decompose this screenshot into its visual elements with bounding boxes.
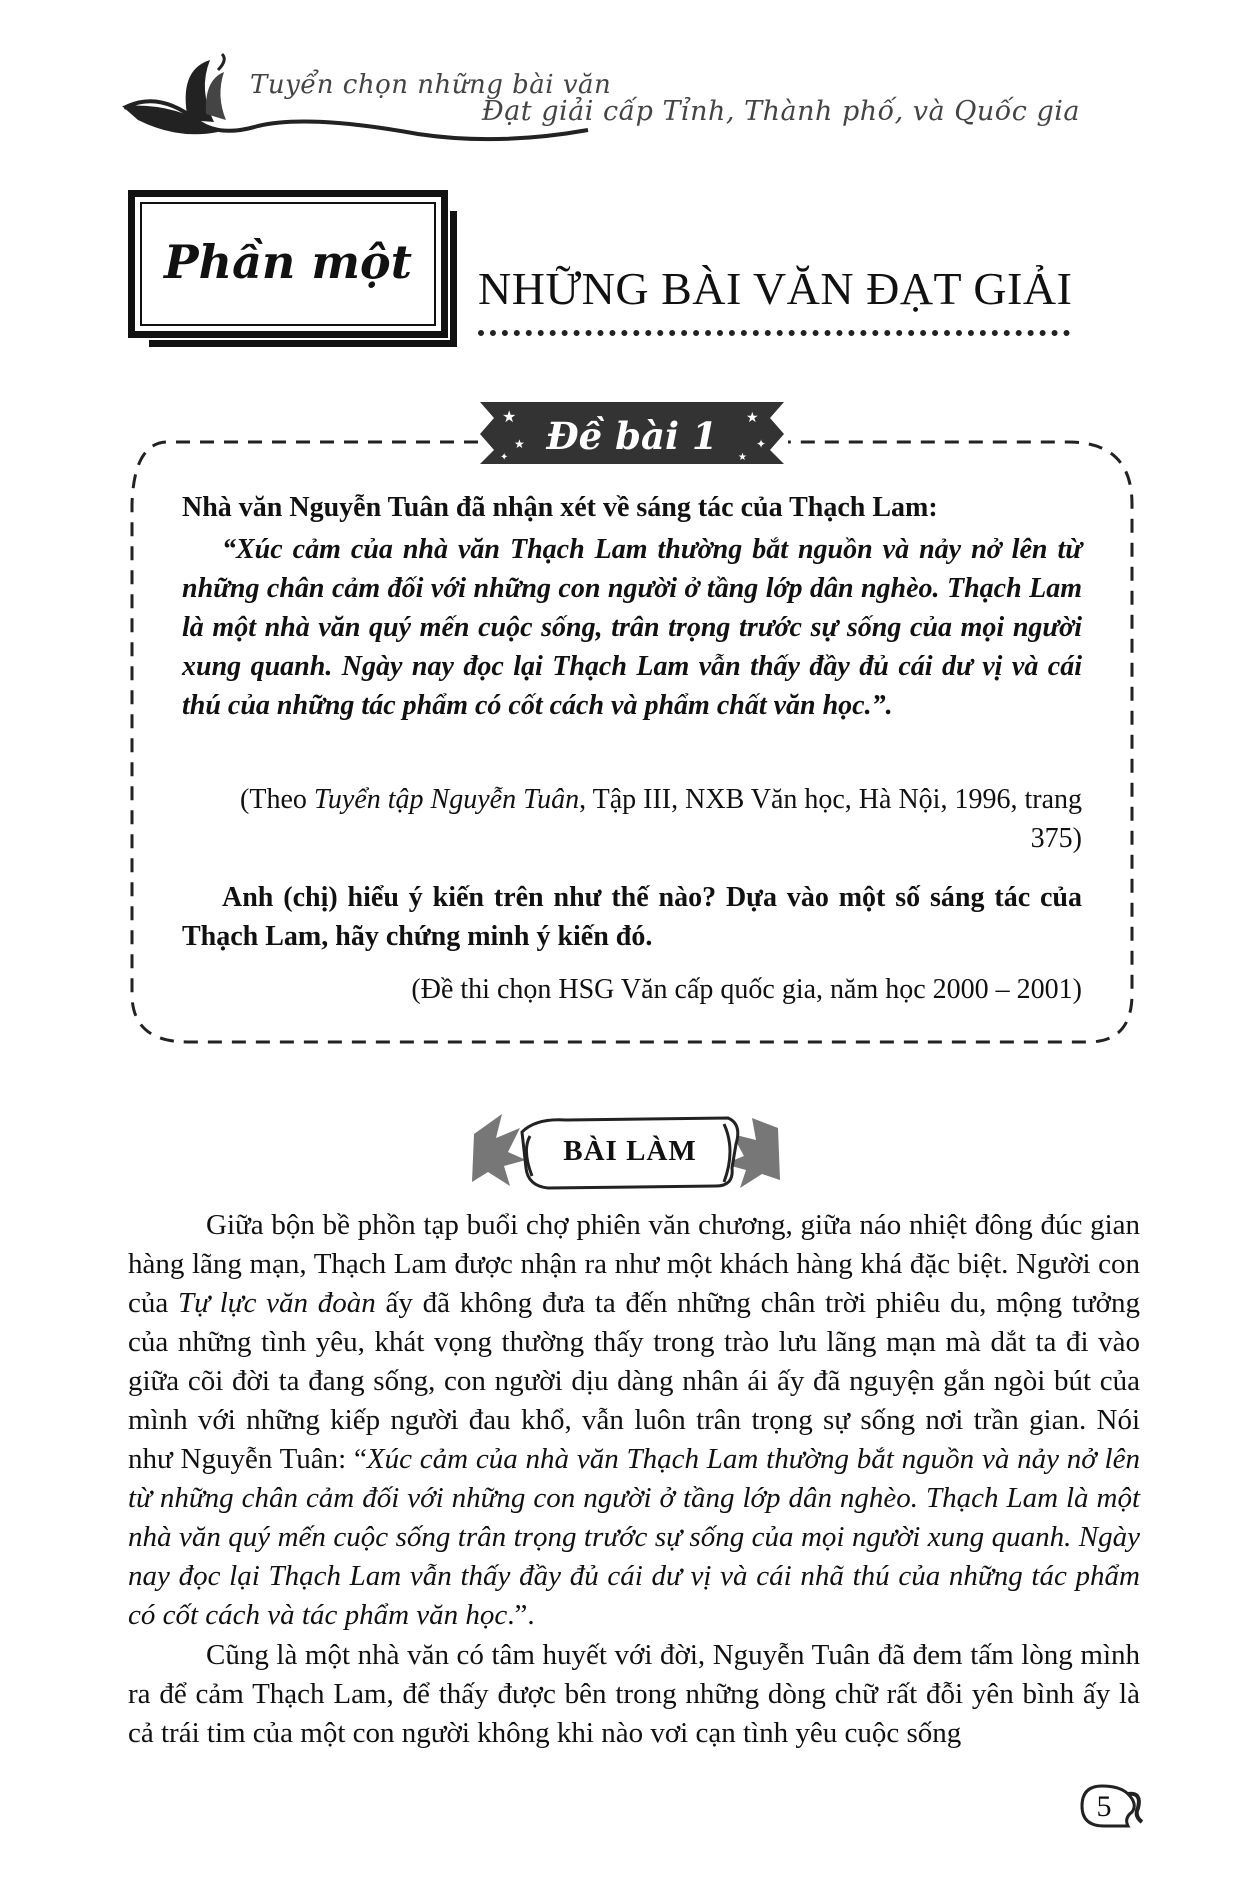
prompt-exam-note: (Đề thi chọn HSG Văn cấp quốc gia, năm học 2000 – 2001): [411, 974, 1082, 1005]
header-series-title: Tuyển chọn những bài văn: [250, 70, 612, 100]
essay-p1-text-c: ấy đã không đưa ta đến những chân trời phiêu du, mộng tưởng của những tình yêu, khát vọng thường thấy trong trào lưu lãng mạn mà dắt ta đi vào giữa cõi đời ta đang sống, con người dịu dàng nhân ái ấy đã nguyện gắn ngòi bút của mình với những kiếp người đau khổ, vẫn luôn trân trọng sự sống nơi trần gian. Nói như Nguyễn Tuân: “: [128, 1287, 1141, 1475]
source-title: Tuyển tập Nguyễn Tuân: [313, 784, 580, 815]
svg-text:★: ★: [746, 411, 759, 426]
page-number: 5: [1096, 1790, 1112, 1823]
essay-paragraph-1: [128, 1206, 1140, 1635]
prompt-source: [182, 780, 1082, 858]
part-label-box: [128, 190, 448, 338]
answer-tag-label: BÀI LÀM: [563, 1135, 697, 1167]
essay-p1-text-e: .”.: [507, 1599, 535, 1631]
svg-text:★: ★: [738, 452, 747, 463]
source-rest: , Tập III, NXB Văn học, Hà Nội, 1996, trang 375): [579, 784, 1082, 854]
essay-p1-text-a: Giữa bộn bề phồn tạp buổi chợ phiên văn chương, giữa náo nhiệt đông đúc gian hàng lãng mạn, Thạch Lam được nhận ra như một khách hàng khá đặc biệt. Người con của: [128, 1209, 1140, 1319]
svg-text:✦: ✦: [500, 452, 509, 463]
prompt-question: Anh (chị) hiểu ý kiến trên như thế nào? Dựa vào một số sáng tác của Thạch Lam, hãy chứng minh ý kiến đó.: [182, 882, 1082, 952]
svg-text:✦: ✦: [756, 437, 767, 451]
dotted-divider: [478, 330, 1070, 336]
part-title: NHỮNG BÀI VĂN ĐẠT GIẢI: [478, 263, 1073, 314]
essay-p1-text-b: Tự lực văn đoàn: [178, 1287, 376, 1319]
prompt-quote: “Xúc cảm của nhà văn Thạch Lam thường bắt nguồn và nảy nở lên từ những chân cảm đối với những con người ở tầng lớp dân nghèo. Thạch Lam là một nhà văn quý mến cuộc sống, trân trọng trước sự sống của mọi người xung quanh. Ngày nay đọc lại Thạch Lam vẫn thấy đầy đủ cái dư vị và cái thú của những tác phẩm có cốt cách và phẩm chất văn học.”.: [182, 534, 1082, 721]
prompt-tag-label: Đề bài 1: [546, 414, 718, 458]
svg-text:★: ★: [502, 409, 517, 426]
part-label: Phần một: [164, 235, 412, 289]
source-prefix: (Theo: [240, 784, 314, 815]
prompt-intro: Nhà văn Nguyễn Tuân đã nhận xét về sáng tác của Thạch Lam:: [182, 492, 938, 523]
essay-p1-quote: Xúc cảm của nhà văn Thạch Lam thường bắt nguồn và nảy nở lên từ những chân cảm đối với những con người ở tầng lớp dân nghèo. Thạch Lam là một nhà văn quý mến cuộc sống trân trọng trước sự sống của mọi người xung quanh. Ngày nay đọc lại Thạch Lam vẫn thấy đầy đủ cái dư vị và cái nhã thú của những tác phẩm có cốt cách và tác phẩm văn học: [128, 1443, 1140, 1631]
svg-text:★: ★: [514, 437, 525, 451]
header-subtitle: Đạt giải cấp Tỉnh, Thành phố, và Quốc gia: [481, 96, 1080, 127]
essay-paragraph-2: Cũng là một nhà văn có tâm huyết với đời, Nguyễn Tuân đã đem tấm lòng mình ra để cảm Thạch Lam, để thấy được bên trong những dòng chữ rất đỗi yên bình ấy là cả trái tim của một con người không khi nào vơi cạn tình yêu cuộc sống: [128, 1639, 1140, 1749]
